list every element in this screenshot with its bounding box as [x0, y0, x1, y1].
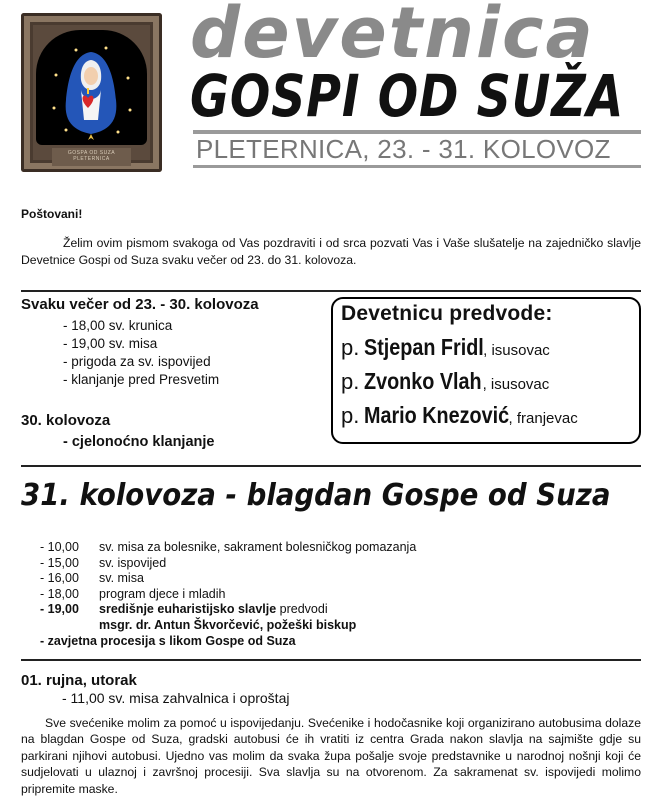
- main-celebration-rest: predvodi: [276, 602, 328, 617]
- leader-name: Zvonko Vlah: [363, 368, 482, 394]
- leader-name: Mario Knezović: [363, 402, 509, 428]
- title-devetnica: devetnica: [190, 0, 595, 74]
- leader-prefix: p.: [341, 369, 360, 394]
- leaders-title: Devetnicu predvode:: [341, 302, 553, 325]
- leader-name: Stjepan Fridl: [363, 334, 484, 360]
- program-desc: sv. ispovijed: [99, 555, 167, 570]
- program-time: - 16,00: [40, 571, 79, 586]
- procession: - zavjetna procesija s likom Gospe od Suza: [40, 633, 296, 648]
- program-desc: sv. misa: [99, 571, 144, 586]
- leader-prefix: p.: [341, 335, 360, 360]
- program-desc: program djece i mladih: [99, 586, 226, 601]
- evenings-heading: Svaku večer od 23. - 30. kolovoza: [21, 296, 259, 313]
- leader-row: [341, 334, 550, 361]
- leader-order: , isusovac: [483, 342, 550, 359]
- leader-order: , franjevac: [508, 410, 578, 427]
- bishop-name: msgr. dr. Antun Škvorčević, požeški biskup: [99, 617, 357, 632]
- greeting: Poštovani!: [21, 207, 83, 221]
- madonna-image: [36, 30, 147, 145]
- evenings-list: [63, 317, 219, 389]
- leader-row: [341, 402, 578, 429]
- program-time: - 19,00: [40, 602, 79, 617]
- feast-heading: 31. kolovoza - blagdan Gospe od Suza: [21, 478, 611, 513]
- day30-item: - cjelonoćno klanjanje: [63, 434, 215, 450]
- program-desc: sv. misa za bolesnike, sakrament bolesničkog pomazanja: [99, 540, 417, 554]
- program-time: - 15,00: [40, 555, 79, 570]
- intro-paragraph: Želim ovim pismom svakoga od Vas pozdraviti i od srca pozvati Vas i Vaše slušatelje na zajedničko slavlje Devetnice Gospi od Suza svaku večer od 23. do 31. kolovoza.: [21, 236, 641, 267]
- section-divider: [21, 465, 641, 467]
- list-item: - 18,00 sv. krunica: [63, 318, 173, 333]
- day30-heading: 30. kolovoza: [21, 412, 111, 429]
- section-divider: [21, 659, 641, 661]
- image-caption: GOSPA OD SUZA PLETERNICA: [67, 150, 116, 162]
- subtitle-divider: [193, 165, 641, 168]
- title-gospi-od-suza: GOSPI OD SUŽA: [190, 62, 625, 130]
- september-item: - 11,00 sv. misa zahvalnica i oproštaj: [62, 690, 290, 706]
- main-celebration: središnje euharistijsko slavlje: [99, 602, 277, 617]
- list-item: - klanjanje pred Presvetim: [63, 372, 220, 387]
- program-time: - 10,00: [40, 540, 79, 554]
- program-time: - 18,00: [40, 586, 79, 601]
- leader-row: [341, 368, 549, 395]
- leader-prefix: p.: [341, 403, 360, 428]
- leader-order: , isusovac: [482, 376, 550, 393]
- september-heading: 01. rujna, utorak: [21, 672, 137, 689]
- subtitle: PLETERNICA, 23. - 31. KOLOVOZ: [196, 134, 611, 164]
- section-divider: [21, 290, 641, 292]
- closing-paragraph: Sve svećenike molim za pomoć u ispovijedanju. Svećenike i hodočasnike koji organizirano autobusima dolaze na blagdan Gospe od Suza, gradski autobusi će ih vratiti iz centra Grada nakon slavlja na sajmište gdje su parkirani njihovi autobusi. Ujedno vas molim da svaka župa pošalje svoje predstavnike u narodnoj nošnji koji će sudjelovati u ulaznoj i završnoj procesiji. Sva slavlja su na otvorenom. Za sakramenat sv. ispovijedi molimo pripremite maske.: [21, 716, 641, 796]
- list-item: - 19,00 sv. misa: [63, 336, 158, 351]
- madonna-icon: [36, 30, 147, 145]
- list-item: - prigoda za sv. ispovijed: [63, 354, 211, 369]
- program-desc: [99, 602, 328, 618]
